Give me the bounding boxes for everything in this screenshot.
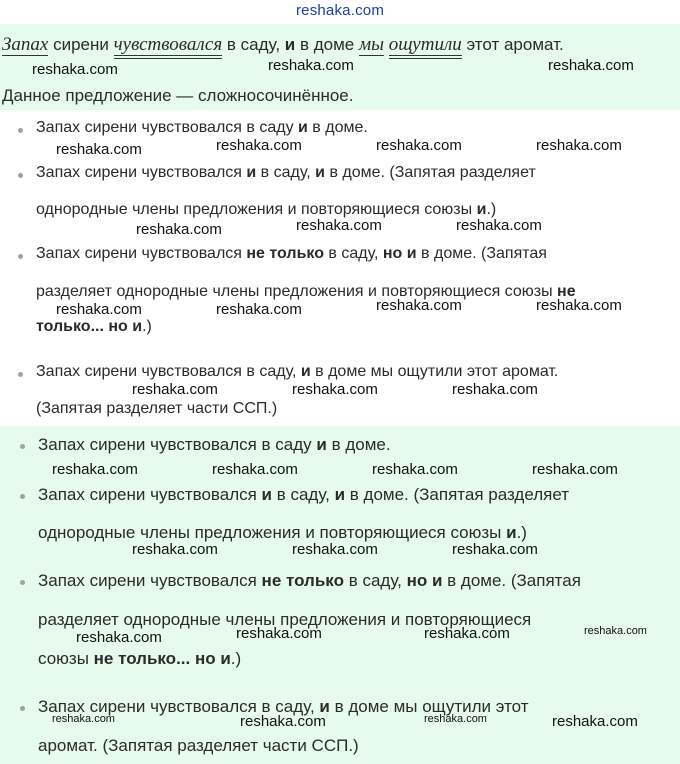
watermark: reshaka.com: [292, 381, 378, 398]
watermark: reshaka.com: [136, 221, 222, 238]
watermark: reshaka.com: [132, 381, 218, 398]
watermark: reshaka.com: [584, 625, 647, 637]
site-label[interactable]: reshaka.com: [295, 2, 385, 19]
watermark: reshaka.com: [552, 713, 638, 730]
predicate-word: ощутили: [389, 34, 462, 59]
bullet: [18, 254, 23, 259]
watermark: reshaka.com: [56, 301, 142, 318]
watermark: reshaka.com: [216, 301, 302, 318]
list-item: Запах сирени чувствовался в саду и в доме.: [36, 119, 368, 136]
watermark: reshaka.com: [212, 461, 298, 478]
predicate-word: чувствовался: [114, 34, 223, 59]
list-item: Запах сирени чувствовался и в саду, и в доме. (Запятая разделяет: [36, 164, 536, 181]
list-item-continuation: аромат. (Запятая разделяет части ССП.): [38, 736, 359, 755]
watermark: reshaka.com: [548, 57, 634, 74]
bullet: [20, 444, 25, 449]
watermark: reshaka.com: [76, 629, 162, 646]
watermark: reshaka.com: [292, 541, 378, 558]
watermark: reshaka.com: [456, 217, 542, 234]
watermark: reshaka.com: [52, 713, 115, 725]
watermark: reshaka.com: [296, 217, 382, 234]
bullet: [18, 173, 23, 178]
list-item-continuation: однородные члены предложения и повторяющиеся союзы и.): [36, 201, 497, 218]
watermark: reshaka.com: [56, 141, 142, 158]
bullet: [18, 372, 23, 377]
list-item-continuation: однородные члены предложения и повторяющиеся союзы и.): [38, 523, 527, 542]
watermark: reshaka.com: [240, 713, 326, 730]
watermark: reshaka.com: [32, 61, 118, 78]
subject-word: Запах: [2, 34, 49, 55]
list-item-continuation: союзы не только... но и.): [38, 649, 242, 668]
watermark: reshaka.com: [236, 625, 322, 642]
watermark: reshaka.com: [452, 381, 538, 398]
watermark: reshaka.com: [536, 297, 622, 314]
list-item: Запах сирени чувствовался в саду, и в доме мы ощутили этот аромат.: [36, 363, 559, 380]
watermark: reshaka.com: [424, 713, 487, 725]
word: сирени: [53, 35, 109, 54]
analyzed-sentence: [2, 34, 564, 56]
watermark: reshaka.com: [372, 461, 458, 478]
watermark: reshaka.com: [452, 541, 538, 558]
list-item: Запах сирени чувствовался и в саду, и в доме. (Запятая разделяет: [38, 485, 570, 504]
watermark: reshaka.com: [376, 297, 462, 314]
bullet: [18, 128, 23, 133]
list-item: Запах сирени чувствовался в саду и в доме.: [38, 435, 391, 454]
word: в саду,: [226, 35, 281, 54]
word: этот аромат.: [466, 35, 564, 54]
watermark: reshaka.com: [132, 541, 218, 558]
list-item-continuation: (Запятая разделяет части ССП.): [36, 400, 278, 417]
watermark: reshaka.com: [536, 137, 622, 154]
list-item: Запах сирени чувствовался не только в саду, но и в доме. (Запятая: [38, 571, 581, 590]
watermark: reshaka.com: [268, 57, 354, 74]
bullet: [20, 706, 25, 711]
list-item-continuation: разделяет однородные члены предложения и повторяющиеся союзы не: [36, 283, 576, 300]
list-item: Запах сирени чувствовался не только в саду, но и в доме. (Запятая: [36, 245, 547, 262]
sentence-type-note: Данное предложение — сложносочинённое.: [2, 86, 354, 105]
list-item-continuation: разделяет однородные члены предложения и повторяющиеся: [38, 610, 532, 629]
word: в доме: [299, 35, 355, 54]
conjunction: и: [284, 35, 296, 54]
bullet: [20, 494, 25, 499]
list-item-continuation: только... но и.): [36, 318, 152, 335]
list-item: Запах сирени чувствовался в саду, и в доме мы ощутили этот: [38, 697, 529, 716]
bullet: [20, 580, 25, 585]
watermark: reshaka.com: [376, 137, 462, 154]
subject-word: мы: [358, 34, 384, 55]
watermark: reshaka.com: [216, 137, 302, 154]
watermark: reshaka.com: [424, 625, 510, 642]
watermark: reshaka.com: [52, 461, 138, 478]
watermark: reshaka.com: [532, 461, 618, 478]
